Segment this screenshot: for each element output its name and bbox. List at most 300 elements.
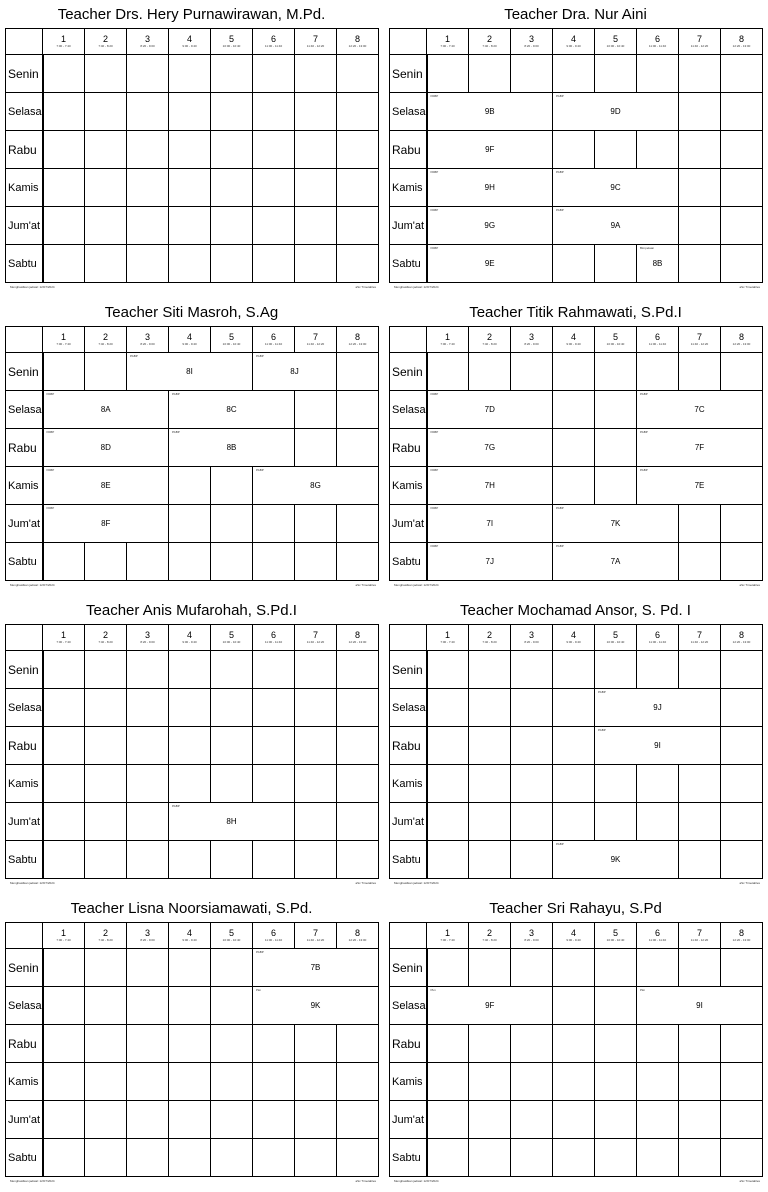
empty-slot[interactable] <box>679 93 721 131</box>
empty-slot[interactable] <box>553 245 595 283</box>
empty-slot[interactable] <box>169 207 211 245</box>
empty-slot[interactable] <box>295 429 337 467</box>
empty-slot[interactable] <box>295 207 337 245</box>
empty-slot[interactable] <box>295 505 337 543</box>
empty-slot[interactable] <box>211 131 253 169</box>
empty-slot[interactable] <box>337 55 379 93</box>
empty-slot[interactable] <box>721 765 763 803</box>
empty-slot[interactable] <box>43 765 85 803</box>
empty-slot[interactable] <box>211 543 253 581</box>
empty-slot[interactable] <box>295 1025 337 1063</box>
empty-slot[interactable] <box>427 1101 469 1139</box>
empty-slot[interactable] <box>43 841 85 879</box>
empty-slot[interactable] <box>721 353 763 391</box>
empty-slot[interactable] <box>595 1025 637 1063</box>
empty-slot[interactable] <box>721 1063 763 1101</box>
empty-slot[interactable] <box>637 765 679 803</box>
empty-slot[interactable] <box>469 353 511 391</box>
empty-slot[interactable] <box>85 93 127 131</box>
empty-slot[interactable] <box>295 841 337 879</box>
lesson-cell[interactable] <box>43 505 169 543</box>
empty-slot[interactable] <box>337 689 379 727</box>
empty-slot[interactable] <box>127 841 169 879</box>
empty-slot[interactable] <box>169 949 211 987</box>
lesson-cell[interactable] <box>595 727 721 765</box>
empty-slot[interactable] <box>211 1025 253 1063</box>
empty-slot[interactable] <box>637 55 679 93</box>
empty-slot[interactable] <box>85 245 127 283</box>
empty-slot[interactable] <box>127 727 169 765</box>
lesson-cell[interactable] <box>253 987 379 1025</box>
empty-slot[interactable] <box>253 169 295 207</box>
empty-slot[interactable] <box>127 949 169 987</box>
empty-slot[interactable] <box>553 391 595 429</box>
empty-slot[interactable] <box>253 727 295 765</box>
empty-slot[interactable] <box>43 207 85 245</box>
empty-slot[interactable] <box>337 505 379 543</box>
empty-slot[interactable] <box>169 1063 211 1101</box>
empty-slot[interactable] <box>295 131 337 169</box>
empty-slot[interactable] <box>253 1025 295 1063</box>
empty-slot[interactable] <box>127 1025 169 1063</box>
empty-slot[interactable] <box>295 727 337 765</box>
lesson-cell[interactable] <box>427 987 553 1025</box>
lesson-cell[interactable] <box>253 467 379 505</box>
empty-slot[interactable] <box>595 1063 637 1101</box>
empty-slot[interactable] <box>679 131 721 169</box>
empty-slot[interactable] <box>553 1063 595 1101</box>
empty-slot[interactable] <box>469 765 511 803</box>
empty-slot[interactable] <box>553 727 595 765</box>
empty-slot[interactable] <box>427 949 469 987</box>
empty-slot[interactable] <box>253 93 295 131</box>
empty-slot[interactable] <box>595 429 637 467</box>
empty-slot[interactable] <box>469 689 511 727</box>
empty-slot[interactable] <box>721 131 763 169</box>
empty-slot[interactable] <box>211 1101 253 1139</box>
lesson-cell[interactable] <box>169 429 295 467</box>
empty-slot[interactable] <box>211 245 253 283</box>
lesson-cell[interactable] <box>637 467 763 505</box>
empty-slot[interactable] <box>337 727 379 765</box>
empty-slot[interactable] <box>637 651 679 689</box>
empty-slot[interactable] <box>469 727 511 765</box>
empty-slot[interactable] <box>427 803 469 841</box>
empty-slot[interactable] <box>721 1101 763 1139</box>
empty-slot[interactable] <box>211 1139 253 1177</box>
lesson-cell[interactable] <box>253 949 379 987</box>
empty-slot[interactable] <box>337 1101 379 1139</box>
empty-slot[interactable] <box>169 131 211 169</box>
empty-slot[interactable] <box>337 841 379 879</box>
empty-slot[interactable] <box>211 169 253 207</box>
lesson-cell[interactable] <box>43 429 169 467</box>
lesson-cell[interactable] <box>127 353 253 391</box>
empty-slot[interactable] <box>211 1063 253 1101</box>
empty-slot[interactable] <box>553 467 595 505</box>
empty-slot[interactable] <box>595 651 637 689</box>
empty-slot[interactable] <box>169 93 211 131</box>
empty-slot[interactable] <box>595 131 637 169</box>
empty-slot[interactable] <box>85 1025 127 1063</box>
empty-slot[interactable] <box>43 1025 85 1063</box>
empty-slot[interactable] <box>679 1025 721 1063</box>
empty-slot[interactable] <box>85 1063 127 1101</box>
empty-slot[interactable] <box>295 93 337 131</box>
lesson-cell[interactable] <box>427 543 553 581</box>
lesson-cell[interactable] <box>427 93 553 131</box>
empty-slot[interactable] <box>43 987 85 1025</box>
empty-slot[interactable] <box>211 55 253 93</box>
empty-slot[interactable] <box>511 651 553 689</box>
empty-slot[interactable] <box>511 765 553 803</box>
empty-slot[interactable] <box>637 353 679 391</box>
empty-slot[interactable] <box>253 505 295 543</box>
empty-slot[interactable] <box>427 689 469 727</box>
empty-slot[interactable] <box>595 391 637 429</box>
empty-slot[interactable] <box>85 169 127 207</box>
empty-slot[interactable] <box>469 1025 511 1063</box>
empty-slot[interactable] <box>211 689 253 727</box>
empty-slot[interactable] <box>211 841 253 879</box>
empty-slot[interactable] <box>721 93 763 131</box>
empty-slot[interactable] <box>169 169 211 207</box>
empty-slot[interactable] <box>43 803 85 841</box>
empty-slot[interactable] <box>169 505 211 543</box>
empty-slot[interactable] <box>85 55 127 93</box>
empty-slot[interactable] <box>295 55 337 93</box>
empty-slot[interactable] <box>253 543 295 581</box>
empty-slot[interactable] <box>679 169 721 207</box>
empty-slot[interactable] <box>295 803 337 841</box>
empty-slot[interactable] <box>295 1101 337 1139</box>
empty-slot[interactable] <box>679 505 721 543</box>
empty-slot[interactable] <box>43 543 85 581</box>
empty-slot[interactable] <box>637 803 679 841</box>
empty-slot[interactable] <box>679 245 721 283</box>
empty-slot[interactable] <box>511 1101 553 1139</box>
empty-slot[interactable] <box>211 765 253 803</box>
empty-slot[interactable] <box>679 651 721 689</box>
empty-slot[interactable] <box>427 1025 469 1063</box>
empty-slot[interactable] <box>169 55 211 93</box>
empty-slot[interactable] <box>553 131 595 169</box>
empty-slot[interactable] <box>337 803 379 841</box>
empty-slot[interactable] <box>43 1139 85 1177</box>
empty-slot[interactable] <box>595 1101 637 1139</box>
empty-slot[interactable] <box>211 987 253 1025</box>
empty-slot[interactable] <box>427 651 469 689</box>
empty-slot[interactable] <box>595 467 637 505</box>
empty-slot[interactable] <box>169 467 211 505</box>
empty-slot[interactable] <box>553 651 595 689</box>
empty-slot[interactable] <box>127 765 169 803</box>
empty-slot[interactable] <box>85 353 127 391</box>
empty-slot[interactable] <box>169 987 211 1025</box>
empty-slot[interactable] <box>427 1139 469 1177</box>
empty-slot[interactable] <box>721 245 763 283</box>
empty-slot[interactable] <box>553 765 595 803</box>
empty-slot[interactable] <box>337 207 379 245</box>
empty-slot[interactable] <box>85 803 127 841</box>
lesson-cell[interactable] <box>637 391 763 429</box>
empty-slot[interactable] <box>427 727 469 765</box>
empty-slot[interactable] <box>553 353 595 391</box>
empty-slot[interactable] <box>679 207 721 245</box>
empty-slot[interactable] <box>295 169 337 207</box>
empty-slot[interactable] <box>511 803 553 841</box>
empty-slot[interactable] <box>169 1139 211 1177</box>
empty-slot[interactable] <box>427 841 469 879</box>
empty-slot[interactable] <box>721 949 763 987</box>
empty-slot[interactable] <box>469 841 511 879</box>
lesson-cell[interactable] <box>253 353 337 391</box>
empty-slot[interactable] <box>43 353 85 391</box>
empty-slot[interactable] <box>43 949 85 987</box>
empty-slot[interactable] <box>127 1101 169 1139</box>
empty-slot[interactable] <box>169 727 211 765</box>
empty-slot[interactable] <box>253 841 295 879</box>
empty-slot[interactable] <box>511 353 553 391</box>
empty-slot[interactable] <box>595 353 637 391</box>
empty-slot[interactable] <box>595 1139 637 1177</box>
lesson-cell[interactable] <box>427 207 553 245</box>
empty-slot[interactable] <box>511 841 553 879</box>
lesson-cell[interactable] <box>553 543 679 581</box>
empty-slot[interactable] <box>169 689 211 727</box>
empty-slot[interactable] <box>679 1063 721 1101</box>
empty-slot[interactable] <box>469 949 511 987</box>
lesson-cell[interactable] <box>637 245 679 283</box>
empty-slot[interactable] <box>127 543 169 581</box>
empty-slot[interactable] <box>43 245 85 283</box>
lesson-cell[interactable] <box>553 841 679 879</box>
empty-slot[interactable] <box>595 987 637 1025</box>
empty-slot[interactable] <box>43 651 85 689</box>
empty-slot[interactable] <box>253 131 295 169</box>
empty-slot[interactable] <box>127 169 169 207</box>
empty-slot[interactable] <box>637 1063 679 1101</box>
lesson-cell[interactable] <box>169 803 295 841</box>
empty-slot[interactable] <box>169 841 211 879</box>
empty-slot[interactable] <box>85 543 127 581</box>
empty-slot[interactable] <box>553 1139 595 1177</box>
empty-slot[interactable] <box>337 651 379 689</box>
empty-slot[interactable] <box>553 1025 595 1063</box>
empty-slot[interactable] <box>679 1139 721 1177</box>
empty-slot[interactable] <box>43 1101 85 1139</box>
empty-slot[interactable] <box>211 93 253 131</box>
empty-slot[interactable] <box>337 1139 379 1177</box>
lesson-cell[interactable] <box>427 429 553 467</box>
empty-slot[interactable] <box>127 1063 169 1101</box>
empty-slot[interactable] <box>127 207 169 245</box>
empty-slot[interactable] <box>595 55 637 93</box>
empty-slot[interactable] <box>721 689 763 727</box>
empty-slot[interactable] <box>511 1063 553 1101</box>
empty-slot[interactable] <box>337 391 379 429</box>
empty-slot[interactable] <box>469 55 511 93</box>
empty-slot[interactable] <box>85 207 127 245</box>
empty-slot[interactable] <box>253 1063 295 1101</box>
lesson-cell[interactable] <box>427 391 553 429</box>
lesson-cell[interactable] <box>553 207 679 245</box>
lesson-cell[interactable] <box>169 391 295 429</box>
empty-slot[interactable] <box>169 543 211 581</box>
empty-slot[interactable] <box>211 949 253 987</box>
empty-slot[interactable] <box>211 207 253 245</box>
empty-slot[interactable] <box>721 55 763 93</box>
empty-slot[interactable] <box>127 987 169 1025</box>
empty-slot[interactable] <box>721 207 763 245</box>
empty-slot[interactable] <box>721 651 763 689</box>
empty-slot[interactable] <box>427 765 469 803</box>
empty-slot[interactable] <box>169 765 211 803</box>
empty-slot[interactable] <box>637 1101 679 1139</box>
empty-slot[interactable] <box>337 1063 379 1101</box>
empty-slot[interactable] <box>127 689 169 727</box>
empty-slot[interactable] <box>295 689 337 727</box>
empty-slot[interactable] <box>253 689 295 727</box>
empty-slot[interactable] <box>427 1063 469 1101</box>
empty-slot[interactable] <box>169 651 211 689</box>
empty-slot[interactable] <box>85 1139 127 1177</box>
lesson-cell[interactable] <box>427 131 553 169</box>
empty-slot[interactable] <box>721 727 763 765</box>
empty-slot[interactable] <box>295 651 337 689</box>
empty-slot[interactable] <box>469 1101 511 1139</box>
empty-slot[interactable] <box>253 55 295 93</box>
empty-slot[interactable] <box>469 651 511 689</box>
empty-slot[interactable] <box>679 1101 721 1139</box>
empty-slot[interactable] <box>427 55 469 93</box>
lesson-cell[interactable] <box>427 169 553 207</box>
empty-slot[interactable] <box>127 131 169 169</box>
lesson-cell[interactable] <box>427 467 553 505</box>
empty-slot[interactable] <box>253 207 295 245</box>
empty-slot[interactable] <box>595 765 637 803</box>
empty-slot[interactable] <box>85 949 127 987</box>
empty-slot[interactable] <box>721 169 763 207</box>
empty-slot[interactable] <box>295 1063 337 1101</box>
empty-slot[interactable] <box>427 353 469 391</box>
empty-slot[interactable] <box>43 93 85 131</box>
empty-slot[interactable] <box>511 949 553 987</box>
empty-slot[interactable] <box>595 803 637 841</box>
empty-slot[interactable] <box>553 429 595 467</box>
empty-slot[interactable] <box>211 727 253 765</box>
empty-slot[interactable] <box>337 131 379 169</box>
empty-slot[interactable] <box>721 803 763 841</box>
empty-slot[interactable] <box>169 245 211 283</box>
empty-slot[interactable] <box>43 727 85 765</box>
empty-slot[interactable] <box>721 841 763 879</box>
empty-slot[interactable] <box>721 543 763 581</box>
empty-slot[interactable] <box>553 1101 595 1139</box>
empty-slot[interactable] <box>43 689 85 727</box>
empty-slot[interactable] <box>553 803 595 841</box>
lesson-cell[interactable] <box>427 245 553 283</box>
empty-slot[interactable] <box>553 987 595 1025</box>
empty-slot[interactable] <box>295 245 337 283</box>
empty-slot[interactable] <box>127 93 169 131</box>
empty-slot[interactable] <box>511 1025 553 1063</box>
empty-slot[interactable] <box>553 949 595 987</box>
empty-slot[interactable] <box>637 131 679 169</box>
empty-slot[interactable] <box>511 1139 553 1177</box>
empty-slot[interactable] <box>511 727 553 765</box>
empty-slot[interactable] <box>253 1139 295 1177</box>
empty-slot[interactable] <box>511 689 553 727</box>
empty-slot[interactable] <box>337 93 379 131</box>
empty-slot[interactable] <box>295 391 337 429</box>
empty-slot[interactable] <box>295 1139 337 1177</box>
empty-slot[interactable] <box>637 949 679 987</box>
empty-slot[interactable] <box>295 543 337 581</box>
empty-slot[interactable] <box>43 55 85 93</box>
lesson-cell[interactable] <box>637 987 763 1025</box>
lesson-cell[interactable] <box>553 505 679 543</box>
empty-slot[interactable] <box>127 803 169 841</box>
lesson-cell[interactable] <box>637 429 763 467</box>
lesson-cell[interactable] <box>43 467 169 505</box>
empty-slot[interactable] <box>595 949 637 987</box>
empty-slot[interactable] <box>679 353 721 391</box>
empty-slot[interactable] <box>469 803 511 841</box>
lesson-cell[interactable] <box>427 505 553 543</box>
empty-slot[interactable] <box>679 803 721 841</box>
empty-slot[interactable] <box>85 1101 127 1139</box>
empty-slot[interactable] <box>85 841 127 879</box>
empty-slot[interactable] <box>469 1063 511 1101</box>
empty-slot[interactable] <box>679 543 721 581</box>
empty-slot[interactable] <box>337 765 379 803</box>
empty-slot[interactable] <box>595 245 637 283</box>
empty-slot[interactable] <box>553 689 595 727</box>
empty-slot[interactable] <box>127 651 169 689</box>
empty-slot[interactable] <box>679 55 721 93</box>
empty-slot[interactable] <box>469 1139 511 1177</box>
empty-slot[interactable] <box>127 245 169 283</box>
empty-slot[interactable] <box>211 467 253 505</box>
empty-slot[interactable] <box>337 1025 379 1063</box>
empty-slot[interactable] <box>721 1025 763 1063</box>
empty-slot[interactable] <box>721 1139 763 1177</box>
empty-slot[interactable] <box>511 55 553 93</box>
empty-slot[interactable] <box>211 505 253 543</box>
empty-slot[interactable] <box>721 505 763 543</box>
empty-slot[interactable] <box>637 1139 679 1177</box>
empty-slot[interactable] <box>85 689 127 727</box>
empty-slot[interactable] <box>253 651 295 689</box>
empty-slot[interactable] <box>85 765 127 803</box>
lesson-cell[interactable] <box>553 169 679 207</box>
empty-slot[interactable] <box>43 131 85 169</box>
empty-slot[interactable] <box>43 1063 85 1101</box>
empty-slot[interactable] <box>85 651 127 689</box>
empty-slot[interactable] <box>127 55 169 93</box>
empty-slot[interactable] <box>553 55 595 93</box>
empty-slot[interactable] <box>43 169 85 207</box>
empty-slot[interactable] <box>679 765 721 803</box>
empty-slot[interactable] <box>337 429 379 467</box>
empty-slot[interactable] <box>85 131 127 169</box>
lesson-cell[interactable] <box>595 689 721 727</box>
empty-slot[interactable] <box>679 841 721 879</box>
empty-slot[interactable] <box>169 1101 211 1139</box>
empty-slot[interactable] <box>253 765 295 803</box>
empty-slot[interactable] <box>337 543 379 581</box>
